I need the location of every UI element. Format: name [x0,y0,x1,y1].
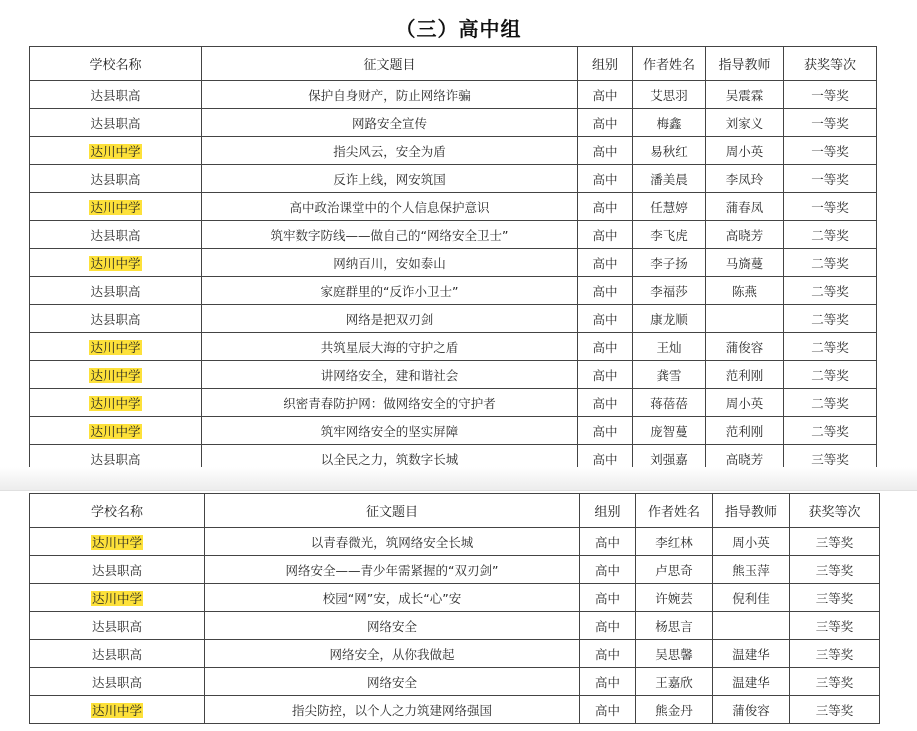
cell-school: 达县职高 [30,640,205,668]
cell-group: 高中 [578,333,633,361]
cell-author: 龚雪 [633,361,706,389]
cell-author: 潘美晨 [633,165,706,193]
cell-award: 一等奖 [784,193,877,221]
header-essay-title: 征文题目 [205,494,580,528]
highlighted-school-name: 达川中学 [91,590,142,606]
cell-teacher: 范利刚 [706,417,784,445]
cell-award: 二等奖 [784,249,877,277]
cell-essay-title: 网路安全宣传 [202,109,578,137]
cell-teacher: 周小英 [706,389,784,417]
cell-teacher [706,305,784,333]
cell-teacher: 范利刚 [706,361,784,389]
cell-teacher: 马旖蔓 [706,249,784,277]
table-row [30,612,880,640]
cell-essay-title: 反诈上线，网安筑国 [202,165,578,193]
cell-award: 二等奖 [784,389,877,417]
cell-essay-title: 指尖防控，以个人之力筑建网络强国 [205,696,580,724]
cell-award: 一等奖 [784,137,877,165]
awards-table-part-2 [29,493,880,724]
cell-author: 易秋红 [633,137,706,165]
cell-author: 康龙顺 [633,305,706,333]
cell-teacher: 陈燕 [706,277,784,305]
table-row [30,389,877,417]
table-row [30,109,877,137]
cell-school [30,696,205,724]
cell-award: 三等奖 [790,612,880,640]
cell-school [30,584,205,612]
cell-award: 一等奖 [784,109,877,137]
cell-group: 高中 [578,193,633,221]
header-school: 学校名称 [30,47,202,81]
cell-award: 三等奖 [790,640,880,668]
cell-award: 二等奖 [784,333,877,361]
cell-group: 高中 [580,528,636,556]
table-row [30,221,877,249]
cell-essay-title: 保护自身财产，防止网络诈骗 [202,81,578,109]
highlighted-school-name: 达川中学 [91,702,142,718]
cell-award: 二等奖 [784,417,877,445]
cell-group: 高中 [578,81,633,109]
cell-award: 三等奖 [790,584,880,612]
cell-author: 艾思羽 [633,81,706,109]
cell-school: 达县职高 [30,165,202,193]
cell-award: 二等奖 [784,361,877,389]
cell-school: 达县职高 [30,305,202,333]
section-title: （三）高中组 [395,17,522,41]
cell-school: 达县职高 [30,556,205,584]
cell-author: 熊金丹 [636,696,713,724]
cell-teacher: 高晓芳 [706,445,784,473]
cell-group: 高中 [578,165,633,193]
cell-school [30,389,202,417]
table-row [30,696,880,724]
header-school: 学校名称 [30,494,205,528]
cell-group: 高中 [578,221,633,249]
cell-essay-title: 网纳百川，安如泰山 [202,249,578,277]
cell-group: 高中 [578,277,633,305]
header-teacher: 指导教师 [706,47,784,81]
cell-essay-title: 网络安全 [205,612,580,640]
table-row [30,305,877,333]
cell-school [30,528,205,556]
header-award: 获奖等次 [790,494,880,528]
table-row [30,193,877,221]
cell-award: 二等奖 [784,221,877,249]
cell-group: 高中 [578,305,633,333]
cell-group: 高中 [580,612,636,640]
cell-teacher [713,612,790,640]
highlighted-school-name: 达川中学 [90,367,141,383]
cell-school [30,137,202,165]
cell-group: 高中 [580,668,636,696]
cell-school [30,193,202,221]
header-essay-title: 征文题目 [202,47,578,81]
cell-award: 三等奖 [790,668,880,696]
cell-award: 三等奖 [784,445,877,473]
cell-group: 高中 [578,249,633,277]
highlighted-school-name: 达川中学 [91,534,142,550]
page-break-edge [0,490,917,491]
cell-essay-title: 筑牢数字防线——做自己的“网络安全卫士” [202,221,578,249]
awards-table-part-1 [29,46,877,472]
cell-author: 李飞虎 [633,221,706,249]
cell-award: 三等奖 [790,696,880,724]
cell-group: 高中 [578,445,633,473]
highlighted-school-name: 达川中学 [90,339,141,355]
table-row [30,333,877,361]
cell-essay-title: 高中政治课堂中的个人信息保护意识 [202,193,578,221]
cell-essay-title: 校园“网”安，成长“心”安 [205,584,580,612]
cell-school: 达县职高 [30,668,205,696]
table-row [30,249,877,277]
cell-group: 高中 [578,137,633,165]
cell-teacher: 蒲俊容 [706,333,784,361]
highlighted-school-name: 达川中学 [90,255,141,271]
cell-school: 达县职高 [30,277,202,305]
cell-essay-title: 网络安全——青少年需紧握的“双刃剑” [205,556,580,584]
cell-teacher: 蒲俊容 [713,696,790,724]
table-header-row [30,47,877,81]
cell-school: 达县职高 [30,81,202,109]
table-row [30,528,880,556]
header-group: 组别 [578,47,633,81]
table-row [30,417,877,445]
cell-essay-title: 以青春微光，筑网络安全长城 [205,528,580,556]
cell-author: 梅鑫 [633,109,706,137]
table-row [30,81,877,109]
cell-school [30,361,202,389]
cell-author: 刘强嘉 [633,445,706,473]
cell-author: 吴思馨 [636,640,713,668]
cell-teacher: 周小英 [713,528,790,556]
cell-author: 王嘉欣 [636,668,713,696]
cell-essay-title: 共筑星辰大海的守护之盾 [202,333,578,361]
cell-award: 二等奖 [784,305,877,333]
cell-essay-title: 织密青春防护网：做网络安全的守护者 [202,389,578,417]
cell-essay-title: 网络安全，从你我做起 [205,640,580,668]
cell-author: 庞智蔓 [633,417,706,445]
cell-school [30,333,202,361]
cell-award: 一等奖 [784,165,877,193]
table-row [30,584,880,612]
cell-teacher: 温建华 [713,640,790,668]
cell-teacher: 温建华 [713,668,790,696]
highlighted-school-name: 达川中学 [90,395,141,411]
cell-award: 一等奖 [784,81,877,109]
cell-essay-title: 家庭群里的“反诈小卫士” [202,277,578,305]
cell-award: 三等奖 [790,528,880,556]
cell-essay-title: 指尖风云，安全为盾 [202,137,578,165]
cell-author: 许婉芸 [636,584,713,612]
cell-author: 李福莎 [633,277,706,305]
cell-teacher: 倪利佳 [713,584,790,612]
cell-author: 李子扬 [633,249,706,277]
cell-author: 蒋蓓蓓 [633,389,706,417]
cell-school: 达县职高 [30,612,205,640]
table-row [30,165,877,193]
cell-author: 杨思言 [636,612,713,640]
cell-teacher: 高晓芳 [706,221,784,249]
cell-essay-title: 网络安全 [205,668,580,696]
cell-essay-title: 网络是把双刃剑 [202,305,578,333]
cell-teacher: 熊玉萍 [713,556,790,584]
cell-essay-title: 以全民之力，筑数字长城 [202,445,578,473]
cell-school: 达县职高 [30,445,202,473]
header-award: 获奖等次 [784,47,877,81]
cell-teacher: 李凤玲 [706,165,784,193]
table-row [30,640,880,668]
cell-group: 高中 [580,640,636,668]
cell-school [30,249,202,277]
header-teacher: 指导教师 [713,494,790,528]
table-row [30,277,877,305]
cell-teacher: 刘家义 [706,109,784,137]
highlighted-school-name: 达川中学 [90,199,141,215]
cell-teacher: 周小英 [706,137,784,165]
cell-author: 王灿 [633,333,706,361]
cell-teacher: 蒲春凤 [706,193,784,221]
table-header-row [30,494,880,528]
cell-group: 高中 [578,361,633,389]
table-row [30,361,877,389]
cell-group: 高中 [580,584,636,612]
cell-essay-title: 筑牢网络安全的坚实屏障 [202,417,578,445]
cell-school: 达县职高 [30,109,202,137]
cell-group: 高中 [578,109,633,137]
header-author: 作者姓名 [636,494,713,528]
table-row [30,668,880,696]
table-row [30,556,880,584]
header-author: 作者姓名 [633,47,706,81]
highlighted-school-name: 达川中学 [90,143,141,159]
cell-group: 高中 [580,696,636,724]
cell-school [30,417,202,445]
table-row [30,137,877,165]
cell-group: 高中 [578,389,633,417]
cell-group: 高中 [580,556,636,584]
highlighted-school-name: 达川中学 [90,423,141,439]
cell-essay-title: 讲网络安全，建和谐社会 [202,361,578,389]
cell-award: 二等奖 [784,277,877,305]
header-group: 组别 [580,494,636,528]
cell-author: 任慧婷 [633,193,706,221]
cell-group: 高中 [578,417,633,445]
cell-author: 李红林 [636,528,713,556]
page-break-band [0,467,917,491]
cell-teacher: 吴震霖 [706,81,784,109]
cell-author: 卢思奇 [636,556,713,584]
cell-award: 三等奖 [790,556,880,584]
cell-school: 达县职高 [30,221,202,249]
